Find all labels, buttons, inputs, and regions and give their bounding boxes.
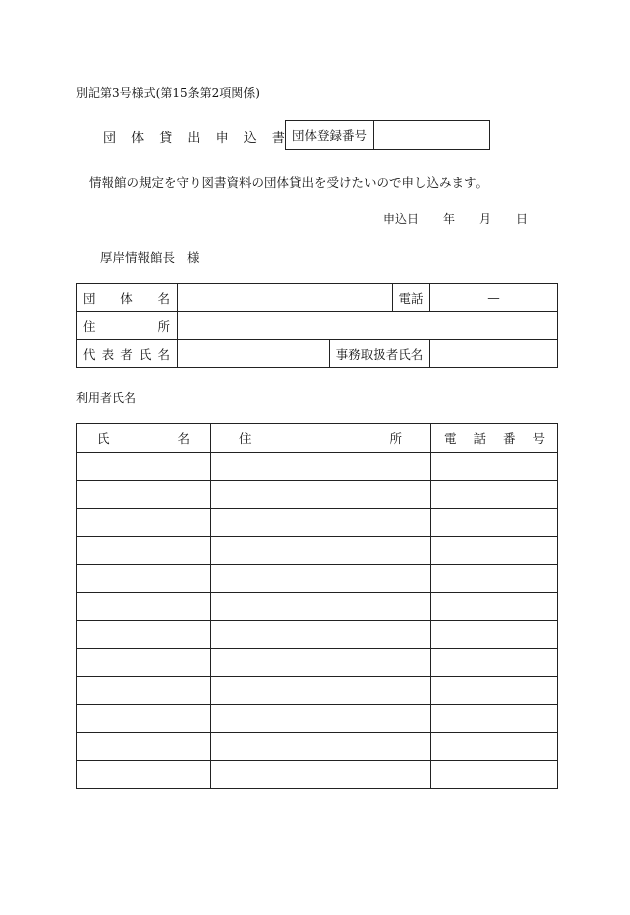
table-row bbox=[77, 481, 558, 509]
title-char: 込 bbox=[243, 131, 257, 146]
table-row bbox=[77, 593, 558, 621]
user-name-cell[interactable] bbox=[77, 565, 211, 593]
user-address-cell[interactable] bbox=[211, 481, 431, 509]
title-char: 体 bbox=[131, 131, 145, 146]
user-phone-cell[interactable] bbox=[431, 621, 558, 649]
user-address-cell[interactable] bbox=[211, 761, 431, 789]
user-address-cell[interactable] bbox=[211, 649, 431, 677]
address-row bbox=[77, 312, 558, 340]
user-address-cell[interactable] bbox=[211, 453, 431, 481]
header-char: 番 bbox=[502, 431, 516, 446]
title-char: 団 bbox=[103, 131, 117, 146]
group-name-row bbox=[77, 284, 558, 312]
table-row bbox=[77, 677, 558, 705]
user-address-cell[interactable] bbox=[211, 565, 431, 593]
addressee bbox=[100, 248, 200, 266]
user-phone-cell[interactable] bbox=[431, 565, 558, 593]
header-char: 氏 bbox=[97, 431, 110, 446]
document-title bbox=[103, 127, 296, 146]
user-address-cell[interactable] bbox=[211, 677, 431, 705]
header-char: 号 bbox=[532, 431, 545, 446]
col-header-phone bbox=[431, 424, 558, 453]
representative-field[interactable] bbox=[178, 340, 330, 368]
representative-label bbox=[77, 340, 178, 368]
user-phone-cell[interactable] bbox=[431, 761, 558, 789]
header-char: 所 bbox=[389, 431, 402, 446]
phone-field[interactable]: — bbox=[430, 284, 558, 312]
user-address-cell[interactable] bbox=[211, 509, 431, 537]
user-phone-cell[interactable] bbox=[431, 593, 558, 621]
label-char: 名 bbox=[157, 290, 170, 306]
application-statement: 情報館の規定を守り図書資料の団体貸出を受けたいので申し込みます。 bbox=[89, 175, 489, 190]
user-address-cell[interactable] bbox=[211, 593, 431, 621]
users-heading: 利用者氏名 bbox=[76, 391, 137, 405]
addressee-honorific: 様 bbox=[187, 250, 200, 265]
user-name-cell[interactable] bbox=[77, 649, 211, 677]
user-name-cell[interactable] bbox=[77, 705, 211, 733]
table-row bbox=[77, 761, 558, 789]
users-header-row bbox=[77, 424, 558, 453]
user-address-cell[interactable] bbox=[211, 621, 431, 649]
table-row bbox=[77, 649, 558, 677]
user-phone-cell[interactable] bbox=[431, 509, 558, 537]
table-row bbox=[77, 621, 558, 649]
date-month-unit: 月 bbox=[479, 212, 492, 226]
user-address-cell[interactable] bbox=[211, 733, 431, 761]
user-phone-cell[interactable] bbox=[431, 649, 558, 677]
title-char: 申 bbox=[215, 131, 229, 146]
user-address-cell[interactable] bbox=[211, 705, 431, 733]
addressee-name: 厚岸情報館長 bbox=[100, 250, 176, 265]
user-address-cell[interactable] bbox=[211, 537, 431, 565]
date-label: 申込日 bbox=[383, 212, 420, 226]
user-phone-cell[interactable] bbox=[431, 481, 558, 509]
label-char: 者 bbox=[120, 346, 133, 362]
users-table bbox=[76, 423, 558, 789]
clerk-field[interactable] bbox=[430, 340, 558, 368]
date-day-unit: 日 bbox=[516, 212, 529, 226]
group-name-field[interactable] bbox=[178, 284, 393, 312]
registration-number-label: 団体登録番号 bbox=[286, 121, 374, 149]
group-name-label bbox=[77, 284, 178, 312]
user-name-cell[interactable] bbox=[77, 677, 211, 705]
clerk-label: 事務取扱者氏名 bbox=[330, 340, 430, 368]
date-year-unit: 年 bbox=[443, 212, 456, 226]
title-char: 貸 bbox=[159, 131, 173, 146]
user-name-cell[interactable] bbox=[77, 453, 211, 481]
table-row bbox=[77, 733, 558, 761]
title-char: 書 bbox=[271, 131, 285, 146]
label-char: 住 bbox=[83, 318, 96, 334]
label-char: 代 bbox=[83, 346, 96, 362]
table-row bbox=[77, 565, 558, 593]
col-header-address bbox=[211, 424, 431, 453]
header-char: 話 bbox=[473, 431, 486, 446]
label-char: 体 bbox=[120, 290, 133, 306]
header-char: 名 bbox=[177, 431, 190, 446]
label-char: 団 bbox=[83, 290, 96, 306]
user-name-cell[interactable] bbox=[77, 733, 211, 761]
label-char: 所 bbox=[157, 318, 170, 334]
phone-label: 電話 bbox=[393, 284, 430, 312]
user-name-cell[interactable] bbox=[77, 509, 211, 537]
table-row bbox=[77, 537, 558, 565]
representative-row bbox=[77, 340, 558, 368]
address-field[interactable] bbox=[178, 312, 558, 340]
user-name-cell[interactable] bbox=[77, 537, 211, 565]
registration-number-field[interactable] bbox=[374, 121, 489, 149]
user-phone-cell[interactable] bbox=[431, 537, 558, 565]
users-body bbox=[77, 453, 558, 789]
user-phone-cell[interactable] bbox=[431, 677, 558, 705]
group-info-table bbox=[76, 283, 558, 368]
label-char: 名 bbox=[157, 346, 170, 362]
table-row bbox=[77, 509, 558, 537]
user-phone-cell[interactable] bbox=[431, 705, 558, 733]
user-name-cell[interactable] bbox=[77, 621, 211, 649]
form-reference: 別記第3号様式(第15条第2項関係) bbox=[76, 86, 260, 100]
user-phone-cell[interactable] bbox=[431, 733, 558, 761]
label-char: 氏 bbox=[138, 346, 152, 362]
table-row bbox=[77, 705, 558, 733]
col-header-name bbox=[77, 424, 211, 453]
registration-number-box bbox=[285, 120, 490, 150]
title-char: 出 bbox=[187, 131, 201, 146]
user-name-cell[interactable] bbox=[77, 761, 211, 789]
label-char: 表 bbox=[101, 346, 115, 362]
user-name-cell[interactable] bbox=[77, 481, 211, 509]
user-name-cell[interactable] bbox=[77, 593, 211, 621]
address-label bbox=[77, 312, 178, 340]
header-char: 住 bbox=[239, 431, 252, 446]
application-date-line bbox=[383, 210, 528, 227]
header-char: 電 bbox=[444, 431, 457, 446]
table-row bbox=[77, 453, 558, 481]
user-phone-cell[interactable] bbox=[431, 453, 558, 481]
